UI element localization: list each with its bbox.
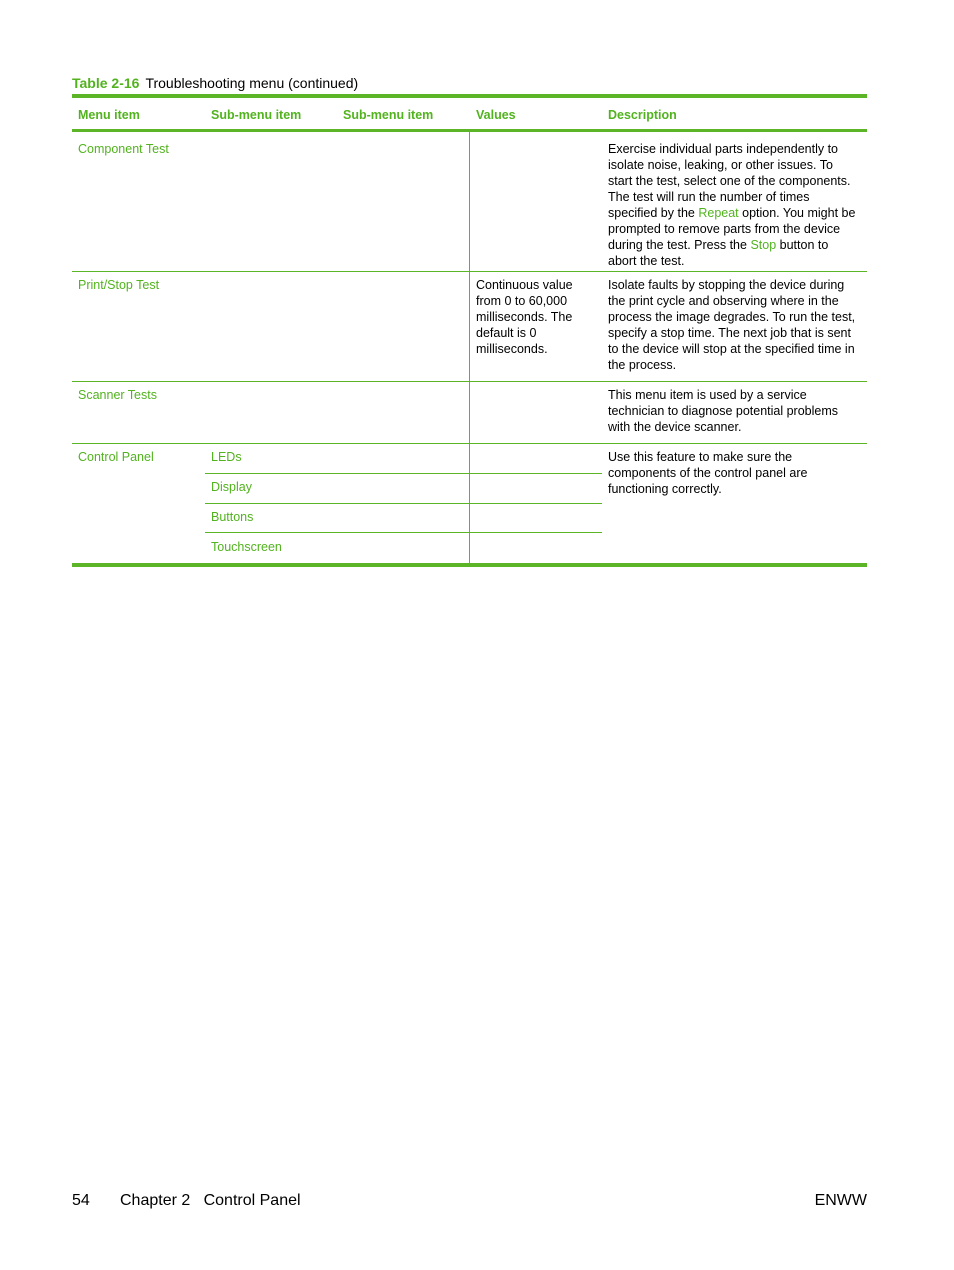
header-menu-item: Menu item: [78, 108, 140, 122]
table-bottom-rule: [72, 563, 867, 567]
column-divider: [469, 382, 470, 444]
description-control-panel: Use this feature to make sure the components of the control panel are functioning correctly.: [608, 450, 808, 496]
description-component-test: [608, 141, 860, 269]
submenu-touchscreen[interactable]: Touchscreen: [211, 540, 282, 554]
description-scanner: This menu item is used by a service technician to diagnose potential problems with the device scanner.: [608, 388, 839, 434]
header-submenu-1: Sub-menu item: [211, 108, 302, 122]
menu-item-scanner-tests[interactable]: Scanner Tests: [78, 388, 157, 402]
table-title: Troubleshooting menu (continued): [145, 75, 359, 91]
values-print-stop: Continuous value from 0 to 60,000 milliseconds. The default is 0 milliseconds.: [476, 278, 573, 356]
table-number: Table 2-16: [72, 75, 140, 91]
stop-button-link[interactable]: Stop: [750, 238, 777, 252]
sub-row-divider: [205, 503, 602, 504]
column-divider: [469, 272, 470, 382]
table-row-print-stop: [72, 272, 867, 382]
submenu-display[interactable]: Display: [211, 480, 252, 494]
description-print-stop: Isolate faults by stopping the device during the print cycle and observing where in the process the image degrades. To run the test, specify a stop time. The next job that is sent to the device will stop at the specified time in the process.: [608, 278, 856, 372]
desc-text: button to abort the test.: [608, 238, 829, 268]
header-values: Values: [476, 108, 516, 122]
footer-enww: ENWW: [814, 1192, 867, 1209]
table-header: [72, 98, 867, 129]
page-number: 54: [72, 1192, 90, 1209]
desc-text: Exercise individual parts independently to isolate noise, leaking, or other issues. To start the test, select one of the components. The test will run the number of times specified by the: [608, 142, 851, 220]
desc-text: option. You might be prompted to remove parts from the device during the test. Press the: [608, 206, 856, 252]
menu-item-component-test[interactable]: Component Test: [78, 142, 169, 156]
troubleshooting-table: [72, 94, 867, 567]
menu-item-print-stop-test[interactable]: Print/Stop Test: [78, 278, 160, 292]
table-row-control-panel: [72, 444, 867, 563]
table-row-component-test: [72, 132, 867, 272]
table-row-scanner: [72, 382, 867, 444]
repeat-option-link[interactable]: Repeat: [698, 206, 739, 220]
submenu-leds[interactable]: LEDs: [211, 450, 242, 464]
column-divider: [469, 132, 470, 272]
header-submenu-2: Sub-menu item: [343, 108, 434, 122]
menu-item-control-panel[interactable]: Control Panel: [78, 450, 154, 464]
chapter-title: Chapter 2 Control Panel: [120, 1192, 301, 1209]
header-description: Description: [608, 108, 677, 122]
submenu-buttons[interactable]: Buttons: [211, 510, 254, 524]
table-caption: [72, 75, 358, 91]
sub-row-divider: [205, 473, 602, 474]
sub-row-divider: [205, 532, 602, 533]
